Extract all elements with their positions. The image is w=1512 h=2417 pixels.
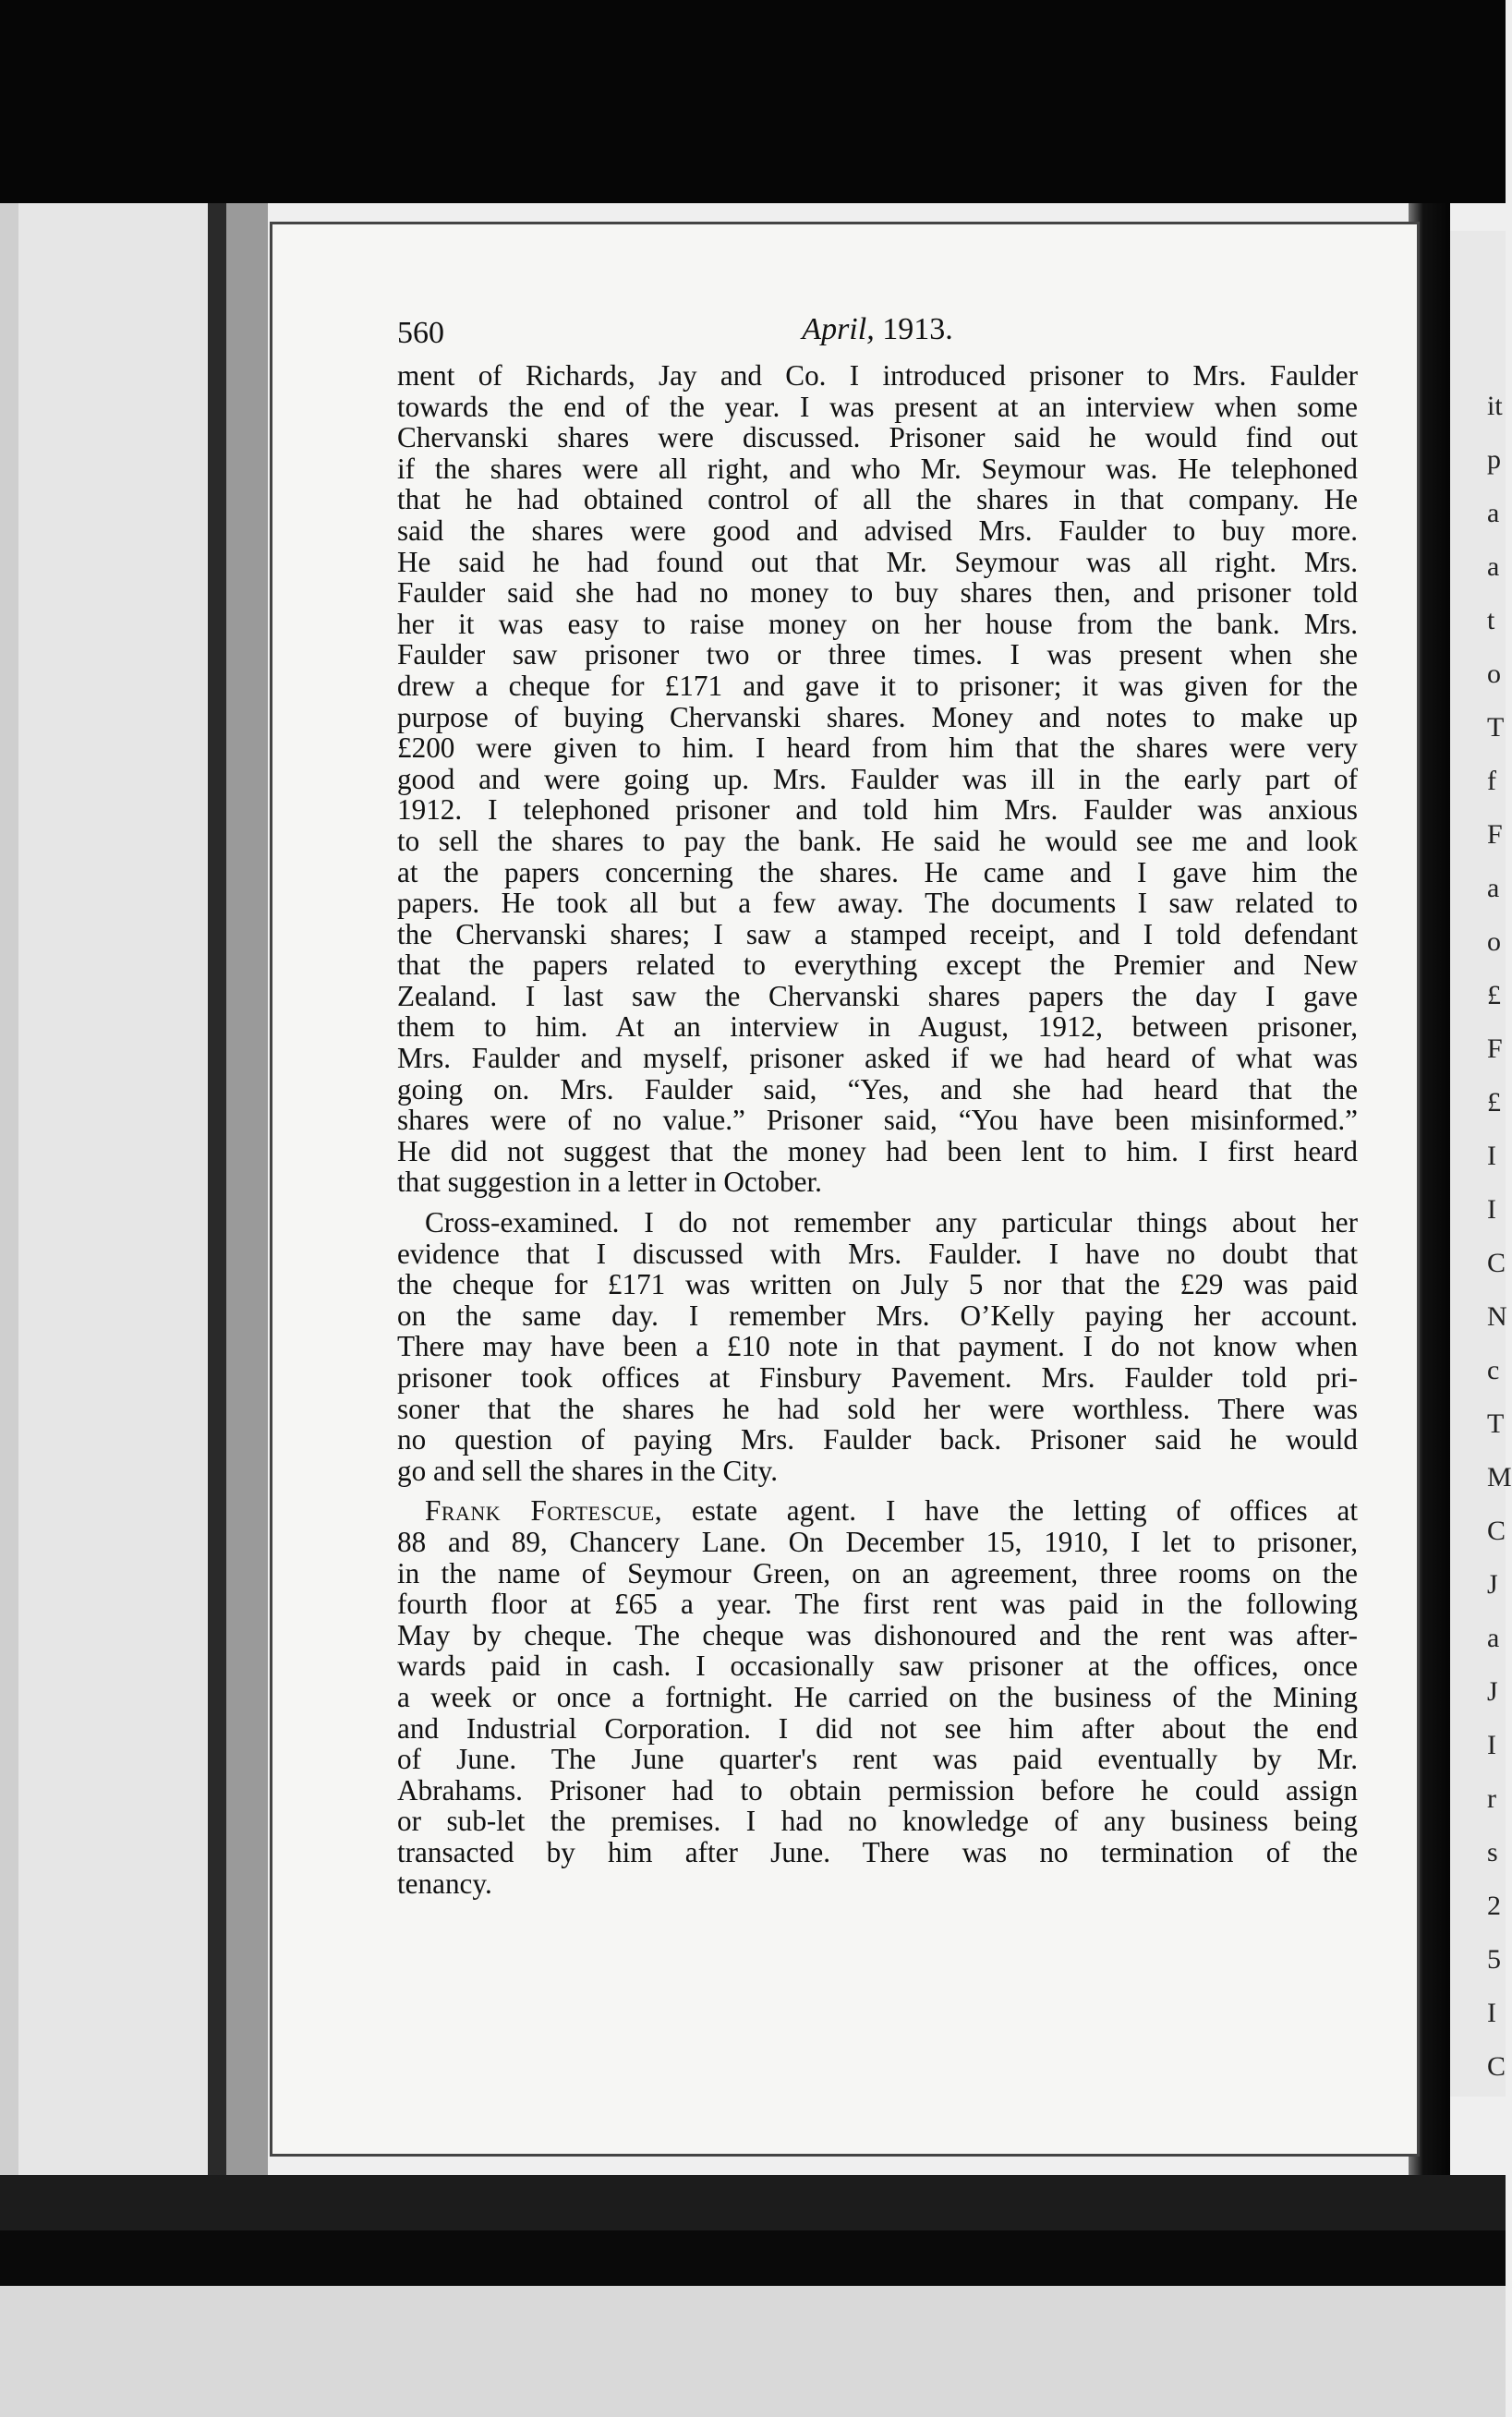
body-text xyxy=(397,360,1358,1899)
text-line: to sell the shares to pay the bank. He said he would see me and look xyxy=(397,824,1358,857)
adjacent-page-fragment: J xyxy=(1487,1676,1498,1707)
text-line: There may have been a £10 note in that payment. I do not know when xyxy=(397,1330,1358,1363)
witness-name: Frank Fortescue, xyxy=(425,1494,663,1528)
text-line: her it was easy to raise money on her house from the bank. Mrs. xyxy=(397,607,1358,640)
adjacent-page-fragment: £ xyxy=(1487,980,1501,1010)
running-head xyxy=(397,307,1358,360)
adjacent-page-fragment: it xyxy=(1487,391,1503,421)
scan-left-edge xyxy=(0,203,268,2175)
text-line: Cross-examined. I do not remember any particular things about her xyxy=(425,1206,1358,1239)
text-line: shares were of no value.” Prisoner said, “You have been misinformed.” xyxy=(397,1104,1358,1137)
paragraph xyxy=(397,360,1358,1198)
text-line: £200 were given to him. I heard from him that the shares were very xyxy=(397,731,1358,765)
adjacent-page-fragment: a xyxy=(1487,1623,1500,1653)
text-line: fourth floor at £65 a year. The first rent was paid in the following xyxy=(397,1588,1358,1621)
text-line: Faulder saw prisoner two or three times. I was present when she xyxy=(397,638,1358,671)
text-line: He did not suggest that the money had been lent to him. I first heard xyxy=(397,1134,1358,1167)
text-line: the cheque for £171 was written on July 5 nor that the £29 was paid xyxy=(397,1268,1358,1301)
text-line: go and sell the shares in the City. xyxy=(397,1454,779,1487)
adjacent-page-fragment: o xyxy=(1487,659,1501,689)
header-date xyxy=(397,312,1358,347)
adjacent-page-fragment: I xyxy=(1487,1998,1496,2028)
text-line: at the papers concerning the shares. He came and I gave him the xyxy=(397,855,1358,888)
adjacent-page-fragment: C xyxy=(1487,2051,1506,2082)
adjacent-page-fragment: £ xyxy=(1487,1087,1501,1118)
adjacent-page-fragment: c xyxy=(1487,1355,1500,1385)
adjacent-page-fragment: o xyxy=(1487,926,1501,957)
text-line: no question of paying Mrs. Faulder back. Prisoner said he would xyxy=(397,1423,1358,1456)
adjacent-page-fragment: p xyxy=(1487,444,1501,475)
text-line: He said he had found out that Mr. Seymour was all right. Mrs. xyxy=(397,545,1358,578)
adjacent-page-fragment: C xyxy=(1487,1248,1506,1278)
adjacent-page-fragment: 2 xyxy=(1487,1891,1501,1921)
text-line: in the name of Seymour Green, on an agreement, three rooms on the xyxy=(397,1556,1358,1589)
adjacent-page-fragment: I xyxy=(1487,1730,1496,1760)
text-line: going on. Mrs. Faulder said, “Yes, and she had heard that the xyxy=(397,1072,1358,1106)
scan-bottom-border xyxy=(0,2175,1506,2417)
text-line: Frank Fortescue, estate agent. I have the letting of offices at xyxy=(425,1494,1358,1528)
text-line: wards paid in cash. I occasionally saw prisoner at the offices, once xyxy=(397,1650,1358,1683)
text-line: Faulder said she had no money to buy shares then, and prisoner told xyxy=(397,576,1358,610)
header-year: 1913. xyxy=(882,312,953,346)
text-line: towards the end of the year. I was present at an interview when some xyxy=(397,390,1358,423)
page-content xyxy=(397,307,1358,1899)
text-line: that he had obtained control of all the shares in that company. He xyxy=(397,483,1358,516)
adjacent-page-fragment: T xyxy=(1487,1408,1505,1439)
adjacent-page-fragment: N xyxy=(1487,1301,1507,1332)
page-number: 560 xyxy=(397,316,444,350)
adjacent-page-fragment: 5 xyxy=(1487,1944,1501,1975)
paragraph xyxy=(397,1495,1358,1899)
text-line: drew a cheque for £171 and gave it to prisoner; it was given for the xyxy=(397,669,1358,702)
text-line: a week or once a fortnight. He carried on the business of the Mining xyxy=(397,1680,1358,1713)
adjacent-page-fragment: a xyxy=(1487,551,1500,582)
adjacent-page-fragment: r xyxy=(1487,1783,1496,1814)
text-line: and Industrial Corporation. I did not see him after about the end xyxy=(397,1711,1358,1745)
text-line: evidence that I discussed with Mrs. Faulder. I have no doubt that xyxy=(397,1237,1358,1270)
book-page xyxy=(270,222,1420,2157)
text-line: papers. He took all but a few away. The documents I saw related to xyxy=(397,887,1358,920)
scan-top-border xyxy=(0,0,1506,203)
adjacent-page-fragment: F xyxy=(1487,819,1503,850)
text-line: ment of Richards, Jay and Co. I introduced prisoner to Mrs. Faulder xyxy=(397,359,1358,392)
text-line: that suggestion in a letter in October. xyxy=(397,1166,822,1199)
adjacent-page-fragment: M xyxy=(1487,1462,1512,1492)
adjacent-page-fragment: J xyxy=(1487,1569,1498,1600)
text-line: Abrahams. Prisoner had to obtain permission before he could assign xyxy=(397,1773,1358,1807)
adjacent-page-fragment: F xyxy=(1487,1033,1503,1064)
text-line: or sub-let the premises. I had no knowledge of any business being xyxy=(397,1805,1358,1838)
text-line: Chervanski shares were discussed. Prisoner said he would find out xyxy=(397,421,1358,454)
adjacent-page-fragment: s xyxy=(1487,1837,1498,1867)
text-line: if the shares were all right, and who Mr. Seymour was. He telephoned xyxy=(397,452,1358,485)
text-line: good and were going up. Mrs. Faulder was ill in the early part of xyxy=(397,762,1358,795)
text-line: soner that the shares he had sold her were worthless. There was xyxy=(397,1392,1358,1425)
text-line: that the papers related to everything except the Premier and New xyxy=(397,949,1358,982)
adjacent-page-edge xyxy=(1450,231,1512,2097)
adjacent-page-fragment: T xyxy=(1487,712,1505,743)
text-line: Zealand. I last saw the Chervanski shares papers the day I gave xyxy=(397,979,1358,1012)
text-line: May by cheque. The cheque was dishonoured and the rent was after- xyxy=(397,1618,1358,1651)
text-line: on the same day. I remember Mrs. O’Kelly paying her account. xyxy=(397,1299,1358,1332)
text-line: purpose of buying Chervanski shares. Money and notes to make up xyxy=(397,700,1358,733)
adjacent-page-fragment: a xyxy=(1487,873,1500,903)
text-line: 88 and 89, Chancery Lane. On December 15, 1910, I let to prisoner, xyxy=(397,1525,1358,1558)
paragraph xyxy=(397,1207,1358,1486)
header-month: April, xyxy=(802,312,875,346)
text-line: prisoner took offices at Finsbury Pavement. Mrs. Faulder told pri- xyxy=(397,1361,1358,1394)
text-line: them to him. At an interview in August, 1912, between prisoner, xyxy=(397,1010,1358,1044)
text-line: Mrs. Faulder and myself, prisoner asked if we had heard of what was xyxy=(397,1042,1358,1075)
adjacent-page-fragment: t xyxy=(1487,605,1495,635)
adjacent-page-fragment: I xyxy=(1487,1194,1496,1225)
text-line: 1912. I telephoned prisoner and told him Mrs. Faulder was anxious xyxy=(397,793,1358,827)
text-line: the Chervanski shares; I saw a stamped receipt, and I told defendant xyxy=(397,917,1358,950)
adjacent-page-fragment: C xyxy=(1487,1516,1506,1546)
text-line: tenancy. xyxy=(397,1867,492,1900)
text-line: of June. The June quarter's rent was paid eventually by Mr. xyxy=(397,1743,1358,1776)
adjacent-page-fragment: I xyxy=(1487,1141,1496,1171)
adjacent-page-fragment: a xyxy=(1487,498,1500,528)
adjacent-page-fragment: f xyxy=(1487,766,1496,796)
text-line: said the shares were good and advised Mrs. Faulder to buy more. xyxy=(397,514,1358,547)
text-line: transacted by him after June. There was no termination of the xyxy=(397,1835,1358,1868)
